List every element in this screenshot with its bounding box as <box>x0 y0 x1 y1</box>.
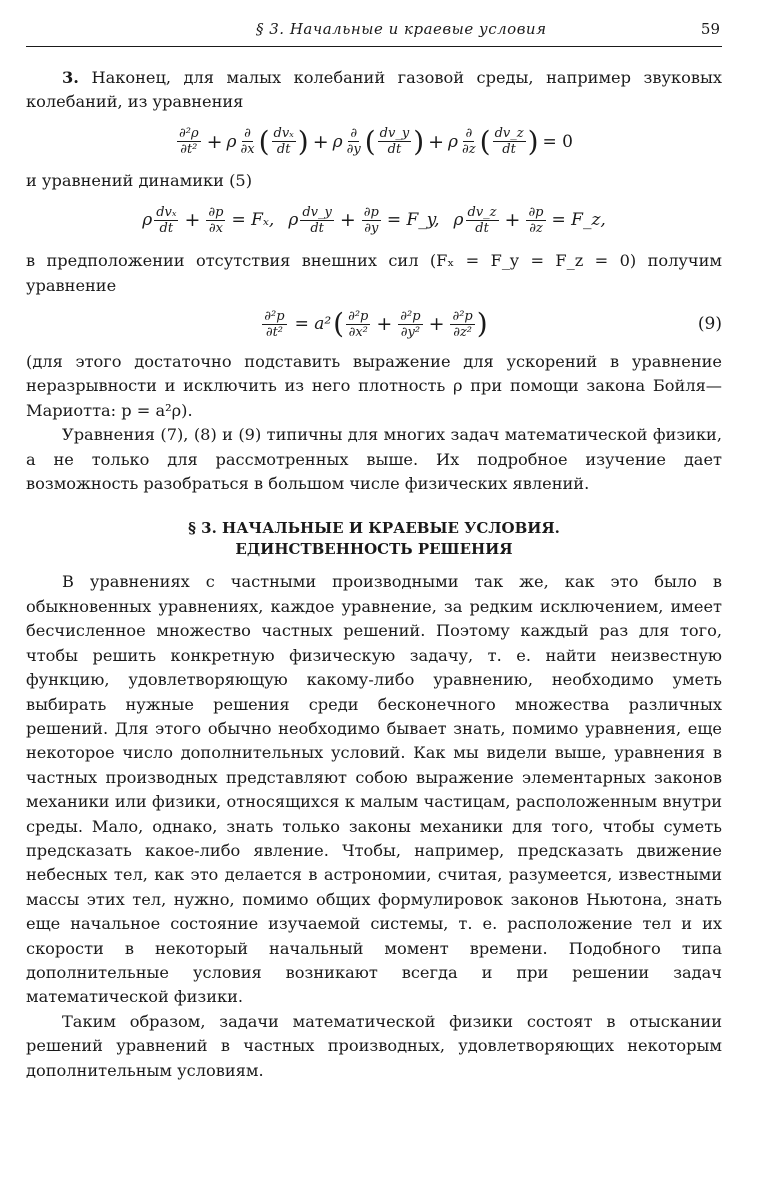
frac-den: ∂y <box>346 142 361 158</box>
frac <box>154 205 178 236</box>
rho-symbol: ρ <box>332 131 343 152</box>
frac-num: ∂²p <box>348 308 369 324</box>
section-heading-line-2: ЕДИНСТВЕННОСТЬ РЕШЕНИЯ <box>235 540 513 559</box>
frac <box>466 205 499 236</box>
paragraph-1-text: Наконец, для малых колебаний газовой среды, например звуковых колебаний, из уравнения <box>26 68 722 112</box>
frac-den: ∂t² <box>265 324 284 340</box>
equals-zero: = 0 <box>542 131 573 152</box>
force-z: = F_z, <box>551 210 606 231</box>
frac-num: ∂p <box>363 204 379 220</box>
paragraph-5: Уравнения (7), (8) и (9) типичны для многих задач математической физики, а не только для рассмотренных выше. Их подробное изучение дает возможность разобраться в большом числе физических явлений. <box>26 425 722 494</box>
frac <box>450 309 474 340</box>
force-y: = F_y, <box>386 210 440 231</box>
paragraph-4: (для этого достаточно подставить выражение для ускорений в уравнение неразрывности и исключить из него плотность ρ при помощи закона Бойля—Мариотта: p = a²ρ). <box>26 352 722 420</box>
frac-den: ∂x <box>240 142 255 158</box>
frac-den: ∂y <box>364 220 379 236</box>
frac <box>300 205 334 236</box>
frac-num: dvₓ <box>156 204 177 220</box>
frac-den: ∂x <box>208 220 223 236</box>
frac-num: ∂²p <box>452 308 473 324</box>
frac <box>262 309 286 340</box>
frac <box>239 126 257 157</box>
frac-den: ∂z² <box>453 324 473 340</box>
equation-dynamics: ρ $\frac{\text{dvₓ}}{dt}$ + $\frac{\partial p}{\partial x}$ = Fₓ, ρ $\frac{dv\_y}{dt}$ + $\frac{\partial p}{\partial y}$ = F_y, ρ $\frac{dv\_z}{dt}$ + $\frac{\partial p}{\partial z}$ = F_z, <box>142 204 606 236</box>
paragraph-6: В уравнениях с частными производными так же, как это было в обыкновенных уравнениях, каждое уравнение, за редким исключением, имеет бесчисленное множество частных решений. Поэтому каждый раз для того, чтобы решить конкретную физическую задачу, т. е. найти неизвестную функцию, удовлетворяющую какому-либо уравнению, необходимо уметь выбирать нужные решения среди бесконечного множества различных решений. Для этого обычно необходимо бывает знать, помимо уравнения, еще некоторое число дополнительных условий. Как мы видели выше, уравнения в частных производных представляют собою выражение элементарных законов механики или физики, относящихся к малым частицам, расположенным внутри среды. Мало, однако, знать только законы механики для того, чтобы суметь предсказать какое-либо явление. Чтобы, например, предсказать движение небесных тел, как это делается в астрономии, считая, разумеется, известными массы этих тел, нужно, помимо общих формулировок законов Ньютона, знать еще начальное состояние изучаемой системы, т. е. расположение тел и их скорости в некоторый начальный момент времени. Подобного типа дополнительные условия возникают всегда и при решении задач математической физики. <box>26 572 722 1007</box>
equation-9: $\frac{\text{∂²p}}{\text{∂t²}}$ = a² ( $\frac{\text{∂²p}}{\text{∂x²}}$ + $\frac{\text{∂²p}}{\text{∂y²}}$ + $\frac{\text{∂²p}}{\text{∂z²}}$ ) (9) <box>264 307 722 341</box>
frac <box>398 309 422 340</box>
frac-den: ∂x² <box>348 324 368 340</box>
page-body <box>26 66 722 1083</box>
frac <box>493 126 526 157</box>
frac <box>345 126 363 157</box>
frac-num: ∂p <box>208 204 224 220</box>
equation-number: (9) <box>697 314 722 335</box>
frac-den: dt <box>310 220 324 236</box>
paragraph-1 <box>26 66 722 115</box>
frac <box>346 309 370 340</box>
frac-den: dt <box>502 142 516 158</box>
frac-num: ∂²p <box>264 308 285 324</box>
frac <box>526 205 545 236</box>
frac <box>206 205 225 236</box>
frac <box>378 126 412 157</box>
paragraph-7: Таким образом, задачи математической физики состоят в отыскании решений уравнений в частных производных, удовлетворяющих некоторым дополнительным условиям. <box>26 1011 722 1080</box>
frac-den: ∂z <box>462 142 476 158</box>
frac-num: ∂²p <box>400 308 421 324</box>
frac <box>460 126 478 157</box>
frac-den: ∂z <box>529 220 543 236</box>
frac-den: ∂y² <box>400 324 421 340</box>
frac-den: dt <box>159 220 174 236</box>
rho-symbol: ρ <box>142 210 153 231</box>
frac-num: dv_z <box>467 204 497 220</box>
section-heading <box>26 518 722 560</box>
frac-num: ∂²ρ <box>179 126 199 142</box>
a-squared: = a² <box>294 314 332 335</box>
frac-num: ∂ <box>465 126 473 142</box>
paragraph-2: и уравнений динамики (5) <box>26 170 253 190</box>
paragraph-3: в предположении отсутствия внешних сил (Fₓ = F_y = F_z = 0) получим уравнение <box>26 251 722 295</box>
frac <box>177 126 201 157</box>
frac-den: dt <box>475 220 489 236</box>
frac-den: dt <box>276 142 291 158</box>
frac-num: dv_y <box>379 126 410 142</box>
section-heading-line-1: § 3. НАЧАЛЬНЫЕ И КРАЕВЫЕ УСЛОВИЯ. <box>188 519 560 538</box>
rho-symbol: ρ <box>453 210 464 231</box>
page-number: 59 <box>700 20 720 38</box>
frac <box>272 126 296 157</box>
frac-num: ∂p <box>528 204 544 220</box>
force-x: = Fₓ, <box>231 210 275 231</box>
frac-num: dvₓ <box>273 126 294 142</box>
frac <box>362 205 381 236</box>
frac-num: ∂ <box>244 126 251 142</box>
frac-num: dv_z <box>494 126 524 142</box>
header-title: § 3. Начальные и краевые условия <box>256 20 547 38</box>
equation-continuity: $\frac{\text{∂²ρ}}{\text{∂t²}}$ + ρ $\frac{\partial}{\partial x}$ ( $\frac{\text{dvₓ}}{dt}$ ) + ρ $\frac{\partial}{\partial y}$ ( $\frac{dv\_y}{dt}$ ) + ρ $\frac{\partial}{\partial z}$ ( $\frac{dv\_z}{dt}$ ) = 0 <box>179 124 573 158</box>
frac-num: dv_y <box>302 204 332 220</box>
rho-symbol: ρ <box>288 210 299 231</box>
rho-symbol: ρ <box>226 131 237 152</box>
rho-symbol: ρ <box>448 131 459 152</box>
running-header <box>26 18 722 47</box>
frac-den: ∂t² <box>180 142 198 158</box>
frac-num: ∂ <box>350 126 358 142</box>
frac-den: dt <box>387 142 402 158</box>
item-number: 3. <box>62 68 79 87</box>
